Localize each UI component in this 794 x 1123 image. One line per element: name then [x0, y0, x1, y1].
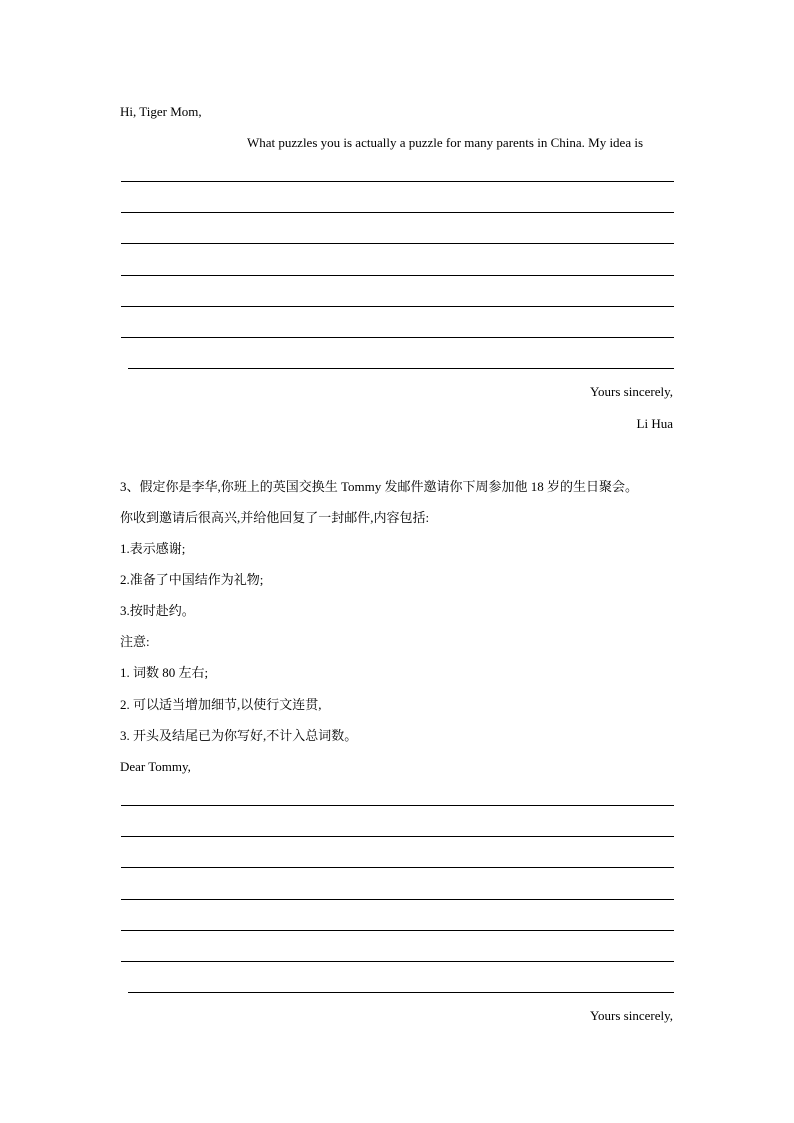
- writing-line: [121, 306, 674, 307]
- task3-note-2: 2. 可以适当增加细节,以使行文连贯,: [120, 697, 322, 712]
- task3-point-2: 2.准备了中国结作为礼物;: [120, 572, 264, 587]
- writing-line: [121, 337, 674, 338]
- writing-line: [121, 961, 674, 962]
- letter1-closing: Yours sincerely,: [589, 384, 673, 399]
- task3-prompt-line1: 3、假定你是李华,你班上的英国交换生 Tommy 发邮件邀请你下周参加他 18 岁的生日聚会。: [120, 479, 639, 494]
- writing-line: [128, 368, 674, 369]
- writing-line: [121, 836, 674, 837]
- writing-line: [121, 243, 674, 244]
- writing-line: [121, 930, 674, 931]
- writing-line: [121, 899, 674, 900]
- writing-line: [121, 805, 674, 806]
- task3-note-1: 1. 词数 80 左右;: [120, 665, 209, 680]
- writing-line: [128, 992, 674, 993]
- letter1-greeting: Hi, Tiger Mom,: [120, 104, 202, 119]
- task3-note-3: 3. 开头及结尾已为你写好,不计入总词数。: [120, 728, 358, 743]
- task3-point-3: 3.按时赴约。: [120, 603, 195, 618]
- task3-greeting: Dear Tommy,: [120, 759, 191, 774]
- letter1-opening-sentence: What puzzles you is actually a puzzle for many parents in China. My idea is: [247, 135, 644, 150]
- task3-notes-title: 注意:: [120, 634, 150, 649]
- letter1-signature: Li Hua: [636, 416, 673, 431]
- writing-line: [121, 181, 674, 182]
- task3-point-1: 1.表示感谢;: [120, 541, 186, 556]
- task3-closing: Yours sincerely,: [589, 1008, 673, 1023]
- writing-line: [121, 275, 674, 276]
- task3-prompt-line2: 你收到邀请后很高兴,并给他回复了一封邮件,内容包括:: [120, 510, 430, 525]
- writing-line: [121, 867, 674, 868]
- writing-line: [121, 212, 674, 213]
